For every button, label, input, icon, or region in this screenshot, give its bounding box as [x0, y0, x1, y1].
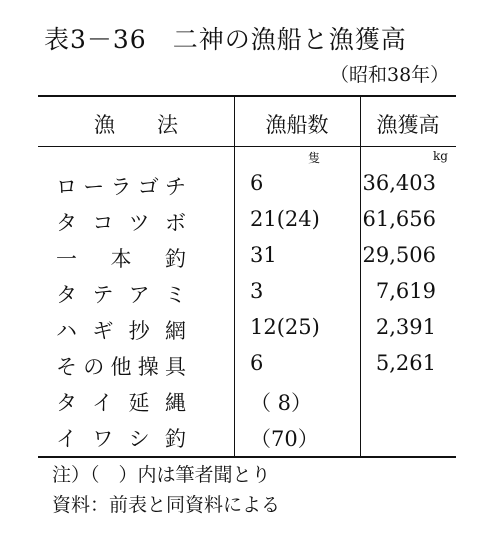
- catch-cell: 2,391: [375, 315, 436, 339]
- table-row: [38, 423, 456, 459]
- header-divider: [38, 146, 456, 147]
- vessel-count-cell: （70）: [250, 427, 319, 451]
- table-row: [38, 243, 456, 279]
- catch-cell: 29,506: [362, 243, 436, 267]
- method-cell: タコツボ: [56, 211, 186, 235]
- catch-cell: 61,656: [362, 207, 436, 231]
- method-cell: イワシ釣: [56, 427, 186, 451]
- catch-cell: 5,261: [375, 351, 436, 375]
- vessel-count-cell: 6: [250, 351, 264, 375]
- vessel-count-cell: 12(25): [250, 315, 320, 339]
- footnote-source: 資料：前表と同資料による: [52, 494, 281, 516]
- unit-vessels: 隻: [308, 151, 321, 165]
- table-row: [38, 387, 456, 423]
- method-cell: ローラゴチ: [56, 175, 186, 199]
- method-cell: ハギ抄網: [56, 319, 186, 343]
- table-row: [38, 207, 456, 243]
- header-catch: 漁獲高: [376, 113, 440, 137]
- vessel-count-cell: 3: [250, 279, 264, 303]
- table-row: [38, 279, 456, 315]
- method-cell: タイ延縄: [56, 391, 186, 415]
- footnote-note: 注）（ ）内は筆者聞とり: [52, 464, 271, 486]
- table-row: [38, 171, 456, 207]
- vessel-count-cell: 6: [250, 171, 264, 195]
- vessel-count-cell: 31: [250, 243, 277, 267]
- header-vessels: 漁船数: [265, 113, 329, 137]
- unit-catch: kg: [433, 149, 448, 163]
- page-title: 表3－36 二神の漁船と漁獲高: [44, 25, 407, 54]
- table-row: [38, 315, 456, 351]
- catch-cell: 36,403: [362, 171, 436, 195]
- data-table: [38, 95, 456, 458]
- catch-cell: 7,619: [375, 279, 436, 303]
- era-note: （昭和38年）: [330, 64, 450, 86]
- method-cell: 一本釣: [56, 247, 186, 271]
- method-cell: タテアミ: [56, 283, 186, 307]
- vessel-count-cell: 21(24): [250, 207, 320, 231]
- vessel-count-cell: （ 8）: [250, 391, 313, 415]
- method-cell: その他操具: [56, 355, 186, 379]
- table-row: [38, 351, 456, 387]
- header-method: 漁 法: [94, 113, 178, 137]
